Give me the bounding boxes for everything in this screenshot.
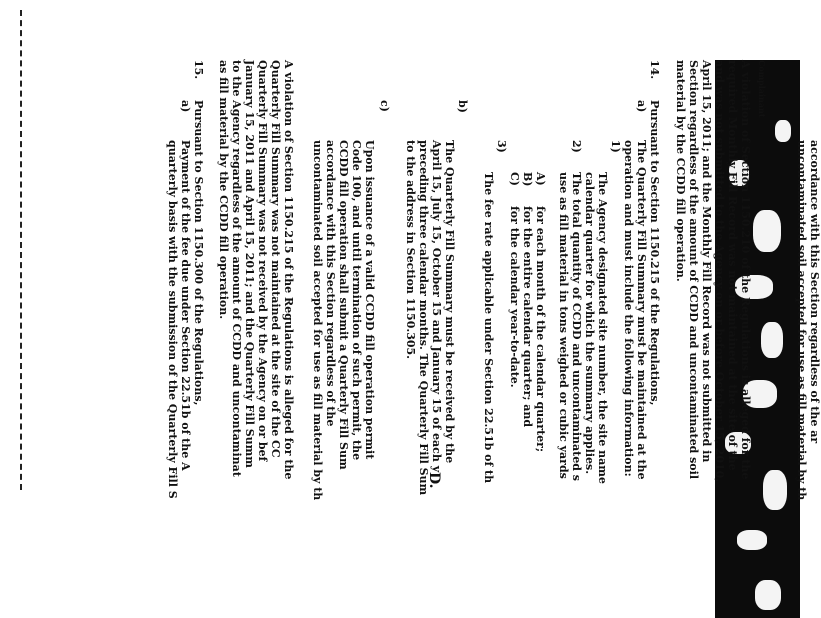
item-number: 14. (648, 60, 661, 80)
text-line: April 15, July 15, October 15 and January 15 of each y (430, 140, 443, 473)
sub-label: 2) (570, 140, 583, 153)
text-line: The Quarterly Fill Summary must be maintained at the (635, 140, 648, 480)
sub-label: a) (635, 100, 648, 113)
text-line: to the address in Section 1150.305. (404, 140, 417, 359)
text-line: Pursuant to Section 1150.300 of the Regulations, (192, 100, 205, 406)
text-line: for the entire calendar quarter; and (521, 206, 534, 428)
text-line: January 15, 2011 and April 15, 2011; and the Quarterly Fill Summ (243, 60, 256, 468)
text-line: Quarterly Fill Summary was not received by the Agency on or bef (256, 60, 269, 462)
sub-label: c) (378, 100, 391, 112)
text-line: use as fill material in tons weighed or cubic yards (557, 172, 570, 479)
sub-label: 3) (495, 140, 508, 153)
text-line: Section regardless of the amount of CCDD and uncontaminated soil (687, 60, 700, 479)
text-line: as fill material by the CCDD fill operation. (217, 60, 230, 320)
text-line: Payment of the fee due under Section 22.51b of the A (179, 140, 192, 471)
text-line: required Monthly Fill Record was not maintained at the site of the (726, 60, 739, 471)
sub-label: b) (456, 100, 469, 113)
text-line: uncontaminated soil accepted for use as fill material by th (795, 140, 808, 501)
text-line: uncontaminated soil accepted for use as fill material by th (311, 140, 324, 501)
text-line: for the calendar year-to-date. (508, 206, 521, 388)
text-line: The Agency designated site number, the site name (596, 172, 609, 484)
text-line: A violation of Section 1150.215 of the Regulations is alleged for the (282, 60, 295, 480)
handwritten-initial: D. (426, 472, 442, 489)
margin-dashed-rule (20, 10, 22, 490)
text-line: for each month of the calendar quarter; (534, 206, 547, 453)
sub-label: B) (521, 172, 534, 187)
item-number: 15. (192, 60, 205, 80)
sub-label: A) (534, 172, 547, 186)
text-line: Pursuant to Section 1150.215 of the Regulations, (648, 100, 661, 406)
text-line: accordance with this Section regardless of the ar (808, 140, 821, 444)
text-line: Upon issuance of a valid CCDD fill operation permit (363, 140, 376, 460)
sub-label: 1) (609, 140, 622, 153)
text-line: quarterly basis with the submission of the Quarterly Fill S (166, 140, 179, 499)
text-line: and was not submitted to the Agency on or before October 15, 2010, (713, 60, 726, 483)
text-line: material by the CCDD fill operation. (674, 60, 687, 282)
rotated-document-page (100, 60, 820, 616)
text-line: accordance with this Section regardless of the (324, 140, 337, 427)
text-line: Quarterly Fill Summary was not maintained at the site of the CC (269, 60, 282, 458)
text-line: A violation of Section 1150.210 of the Regulations is alleged for the (739, 60, 752, 480)
text-line: CCDD fill operation shall submit a Quarterly Fill Sum (337, 140, 350, 470)
sub-label: a) (179, 100, 192, 113)
text-line: The total quantity of CCDD and uncontaminated s (570, 172, 583, 481)
text-line: preceding three calendar months. The Quarterly Fill Sum (417, 140, 430, 496)
text-line: The fee rate applicable under Section 22.51b of th (482, 172, 495, 484)
text-line: April 15, 2011; and the Monthly Fill Record was not submitted in (700, 60, 713, 463)
text-line: operation and must include the following information: (622, 140, 635, 477)
text-line: Code 100, and until termination of such permit, the (350, 140, 363, 461)
sub-label: C) (508, 172, 521, 186)
text-line: to the Agency regardless of the amount of CCDD and uncontaminat (230, 60, 243, 477)
text-line: calendar quarter for which the summary applies. (583, 172, 596, 475)
page-header: Complainant (757, 60, 767, 118)
text-line: The Quarterly Fill Summary must be received by the (443, 140, 456, 464)
